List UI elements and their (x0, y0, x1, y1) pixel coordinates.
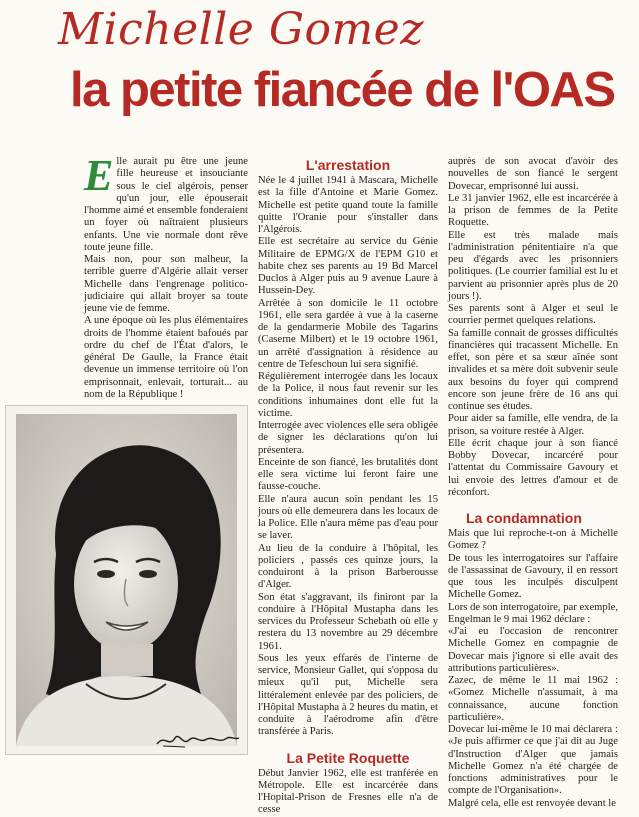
paragraph: Sa famille connait de grosses difficultés financières qui tracassent Michelle. En effet, son père et sa sœur aînée sont invalides et sa mère doit subvenir seule aux besoins du foyer qui comprend encore son jeune frère de 16 ans qui continue ses études. (448, 327, 618, 412)
paragraph: Née le 4 juillet 1941 à Mascara, Michelle est la fille d'Antoine et Marie Gomez. Michelle est petite quand toute la famille quitte l'Oranie pour s'installer dans l'Algérois. (258, 175, 438, 235)
paragraph: Elle écrit chaque jour à son fiancé Bobby Dovecar, incarcéré pour l'attentat du Commissaire Gavoury et lui envoie des lettres d'amour et de réconfort. (448, 437, 618, 498)
paragraph: Sous les yeux effarés de l'interne de service, Monsieur Gallet, qui s'opposa du mieux qu'il put, Michelle sera littéralement enlevée par des policiers, de l'Hôpital Mustapha à 2 heures du matin, et conduite à l'aérodrome afin d'être transférée à Paris. (258, 652, 438, 738)
heading-petite-roquette: La Petite Roquette (286, 749, 410, 766)
paragraph: auprès de son avocat d'avoir des nouvelles de son fiancé le sergent Dovecar, emprisonné lui aussi. (448, 156, 618, 192)
heading-condamnation: La condamnation (466, 510, 582, 526)
paragraph: «J'ai eu l'occasion de rencontrer Michelle Gomez en compagnie de Dovecar mais j'ignore si elle avait des attributions particulières». (448, 626, 618, 674)
paragraph: Début Janvier 1962, elle est tranférée en Métropole. Elle est incarcérée dans l'Hopital-Prison de Fresnes elle n'a de cesse (258, 767, 438, 816)
paragraph: Elle est secrétaire au service du Génie Militaire de EPMG/X de l'EPM G10 et habite chez ses parents au 19 Bd Marcel Duclos à Alger puis au 9 avenue Laure à Hussein-Dey. (258, 236, 438, 297)
portrait-photo (16, 414, 237, 746)
heading-arrestation: L'arrestation (305, 157, 391, 173)
portrait-icon (16, 414, 237, 746)
paragraph: Elle n'aura aucun soin pendant les 15 jours où elle demeurera dans les locaux de la Police. Elle n'aura même pas d'eau pour se laver. (258, 493, 438, 542)
paragraph: Régulièrement interrogée dans les locaux de la Police, il nous faut revenir sur les conditions inhumaines dont elle fut la victime. (258, 371, 438, 419)
photo-frame (5, 405, 248, 755)
paragraph: Interrogée avec violences elle sera obligée de signer les déclarations qu'on lui présentera. (258, 420, 438, 456)
paragraph: Son état s'aggravant, ils finiront par la conduire à l'Hôpital Mustapha dans les services du Professeur Schebath où elle y restera du 13 novembre au 29 décembre 1961. (258, 591, 438, 652)
column-right (448, 156, 618, 809)
paragraph: Malgré cela, elle est renvoyée devant le (448, 797, 616, 809)
drop-cap: E (84, 151, 114, 200)
paragraph: Le 31 janvier 1962, elle est incarcérée à la prison de femmes de la Petite Roquette. (448, 192, 618, 229)
paragraph: Ses parents sont à Alger et seul le courrier permet quelques relations. (448, 303, 618, 327)
paragraph: Enceinte de son fiancé, les brutalités dont elle sera victime lui feront faire une fausse-couche. (258, 456, 438, 493)
column-intro (84, 151, 248, 400)
paragraph: Lors de son interrogatoire, par exemple, Engelman le 9 mai 1962 déclare : (448, 601, 618, 625)
column-middle (258, 156, 438, 816)
paragraph: Pour aider sa famille, elle vendra, de la prison, sa voiture restée à Alger. (448, 413, 618, 437)
paragraph: Mais non, pour son malheur, la terrible guerre d'Algérie allait verser Michelle dans l'engrenage politico-judiciaire qui allait broyer sa toute jeune vie de femme. (84, 254, 248, 314)
paragraph: Mais que lui reproche-t-on à Michelle Gomez ? (448, 528, 618, 552)
signature-icon (155, 730, 241, 750)
paragraph: Zazec, de même le 11 mai 1962 : «Gomez Michelle n'assumait, à ma connaissance, aucune fonction particulière». (448, 675, 618, 723)
paragraph: lle aurait pu être une jeune fille heureuse et insouciante sous le ciel algérois, penser qu'un jour, elle épouserait l'homme aimé et ensemble fonderaient un foyer où naîtraient plusieurs enfants. Une vie normale dont rêve toute jeune fille. (84, 156, 248, 253)
paragraph: Elle est très malade mais l'administration pénitentiaire n'a que peu d'égards avec les prisonniers politiques. (Le courrier familial est lu et parvient au prisonnier après plus de 20 jours !). (448, 229, 618, 302)
paragraph: Arrêtée à son domicile le 11 octobre 1961, elle sera gardée à vue à la caserne de la gendarmerie Mobile des Tagarins (Caserne Milbert) et le 19 octobre 1961, un arrêté d'assignation à résidence au centre de Tefeschoun lui sera signifié. (258, 297, 438, 370)
paragraph: Dovecar lui-même le 10 mai déclarera : «Je puis affirmer ce que j'ai dit au Juge d'Instruction d'Alger que jamais Michelle Gomez n'a été chargée de fonctions administratives pour le compte de l'Organisation». (448, 724, 618, 797)
title-name: Michelle Gomez (58, 4, 424, 55)
paragraph: Au lieu de la conduire à l'hôpital, les policiers , passés ces quinze jours, la conduiront à la prison Barberousse d'Alger. (258, 542, 438, 591)
paragraph: A une époque où les plus élémentaires droits de l'homme étaient bafoués par ordre du chef de l'État d'alors, le général De Gaulle, la France était devenue un immense territoire où l'on emprisonnait, enlevait, torturait... au nom de la République ! (84, 315, 248, 400)
paragraph: De tous les interrogatoires sur l'affaire de l'assassinat de Gavoury, il en ressort que tous les inculpés disculpent Michelle Gomez. (448, 552, 618, 601)
title-subtitle: la petite fiancée de l'OAS (70, 63, 615, 117)
